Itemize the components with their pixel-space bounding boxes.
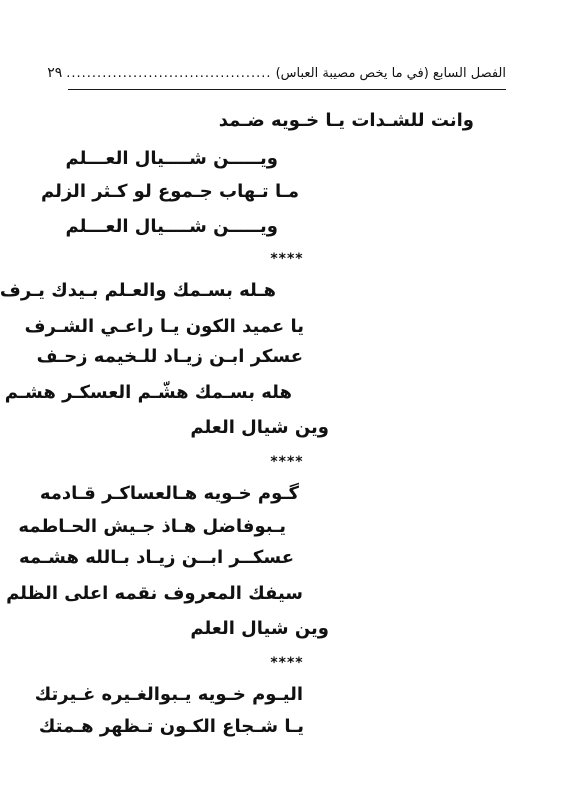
verse-line-10: سيفك المعروف نقمه اعلى الظلم bbox=[6, 583, 303, 604]
stanza-separator-1: **** bbox=[270, 251, 304, 267]
verse-line-5: عسكر ابـن زيـاد للـخيمه زحـف bbox=[36, 346, 303, 367]
verse-line-2: مـا تـهاب جـموع لو كـثر الزلم bbox=[40, 181, 299, 202]
refrain-line-2: ويـــــن شــــيال العـــلم bbox=[65, 216, 278, 237]
verse-line-3: هـله بسـمك والعـلم بـيدك يـرف bbox=[0, 280, 276, 301]
refrain-short-2: وين شيال العلم bbox=[190, 618, 329, 639]
verse-line-12: يـا شـجاع الكـون تـظهر هـمتك bbox=[38, 716, 304, 737]
page-number: ٢٩ bbox=[47, 65, 63, 82]
running-header bbox=[47, 60, 506, 90]
verse-line-8: يـبوفاضل هـاذ جـيش الحـاطمه bbox=[18, 516, 286, 537]
verse-line-6: هله بسـمك هشّـم العسكـر هشـم bbox=[4, 382, 292, 403]
verse-line-4: يا عميد الكون يـا راعـي الشـرف bbox=[24, 316, 304, 337]
dot-leader: ........................................ bbox=[66, 66, 272, 82]
stanza-separator-3: **** bbox=[270, 655, 304, 671]
verse-line-7: گـوم خـويه هـالعساكـر قـادمه bbox=[39, 483, 299, 504]
refrain-line-1: ويـــــن شــــيال العـــلم bbox=[65, 148, 278, 169]
verse-line-1: وانت للشـدات يـا خـويه ضـمد bbox=[218, 110, 474, 131]
chapter-title: الفصل السابع (في ما يخص مصيبة العباس) bbox=[275, 66, 506, 82]
verse-line-11: اليـوم خـويه يـبوالغـيره غـيرتك bbox=[34, 684, 303, 705]
refrain-short-1: وين شيال العلم bbox=[190, 417, 329, 438]
verse-line-9: عسكــر ابــن زيـاد بـالله هشـمه bbox=[19, 547, 294, 568]
stanza-separator-2: **** bbox=[270, 454, 304, 470]
